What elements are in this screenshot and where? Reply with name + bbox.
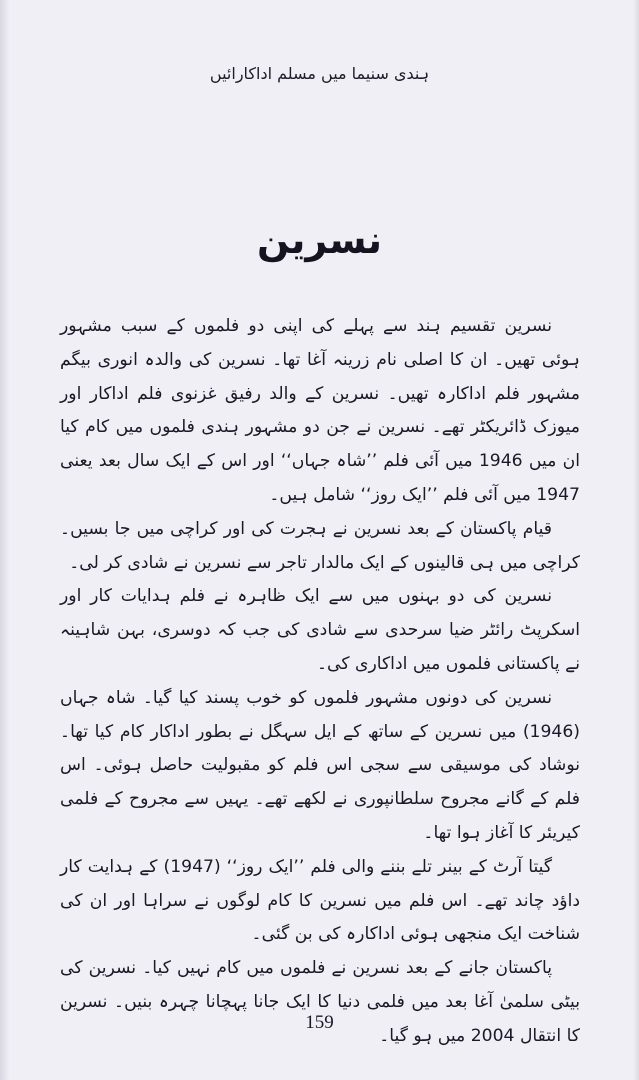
paragraph-3: نسرین کی دو بہنوں میں سے ایک ظاہرہ نے فلم ہدایات کار اور اسکرپٹ رائٹر ضیا سرحدی سے شادی کی جب کہ دوسری، بہن شاہینہ نے پاکستانی فلموں میں اداکاری کی۔	[60, 586, 580, 674]
running-head: ہندی سنیما میں مسلم اداکارائیں	[209, 64, 430, 83]
paragraph-2: قیام پاکستان کے بعد نسرین نے ہجرت کی اور کراچی میں جا بسیں۔ کراچی میں ہی قالینوں کے ایک مالدار تاجر سے نسرین نے شادی کر لی۔	[60, 518, 580, 573]
page-number: 159	[305, 1012, 334, 1033]
body-text	[60, 310, 580, 1054]
page-edge-shadow-left	[0, 0, 10, 1080]
paragraph-5: گیتا آرٹ کے بینر تلے بننے والی فلم ’’ایک روز‘‘ (1947) کے ہدایت کار داؤد چاند تھے۔ اس فلم میں نسرین کا کام لوگوں نے سراہا اور ان کی شناخت ایک منجھی ہوئی اداکارہ کی بن گئی۔	[60, 856, 580, 945]
paragraph-4: نسرین کی دونوں مشہور فلموں کو خوب پسند کیا گیا۔ شاہ جہاں (1946) میں نسرین کے ساتھ کے ایل سہگل نے بطور اداکار کام کیا تھا۔ نوشاد کی موسیقی سے سجی اس فلم کو مقبولیت حاصل ہوئی۔ اس فلم کے گانے مجروح سلطانپوری نے لکھے تھے۔ یہیں سے مجروح کے فلمی کیریئر کا آغاز ہوا تھا۔	[60, 687, 580, 843]
paragraph-6: پاکستان جانے کے بعد نسرین نے فلموں میں کام نہیں کیا۔ نسرین کی بیٹی سلمیٰ آغا بعد میں فلمی دنیا کا ایک جانا پہچانا چہرہ بنیں۔ نسرین کا انتقال 2004 میں ہو گیا۔	[60, 958, 580, 1046]
chapter-title: نسرین	[256, 218, 383, 262]
page-edge-shadow-right	[633, 0, 639, 1080]
paragraph-1: نسرین تقسیم ہند سے پہلے کی اپنی دو فلموں کے سبب مشہور ہوئی تھیں۔ ان کا اصلی نام زرینہ آغا تھا۔ نسرین کی والدہ انوری بیگم مشہور فلم اداکارہ تھیں۔ نسرین کے والد رفیق غزنوی فلم اداکار اور میوزک ڈائریکٹر تھے۔ نسرین نے جن دو مشہور ہندی فلموں میں کام کیا ان میں 1946 میں آئی فلم ’’شاہ جہاں‘‘ اور اس کے ایک سال بعد یعنی 1947 میں آئی فلم ’’ایک روز‘‘ شامل ہیں۔	[60, 316, 580, 505]
